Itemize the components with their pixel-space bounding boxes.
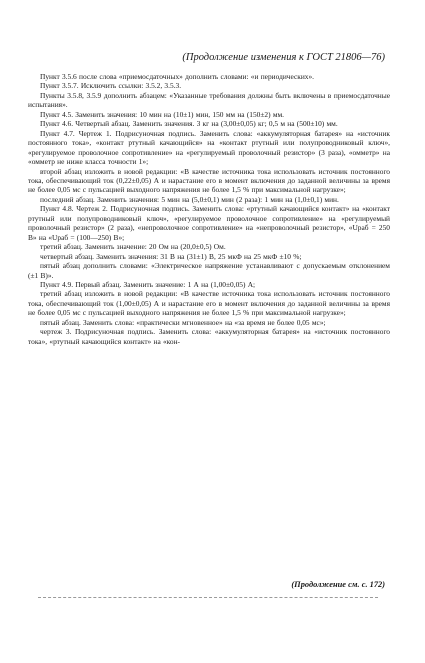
paragraph: Пункты 3.5.8, 3.5.9 дополнить абзацем: «Указанные требования должны быть включены в приемосдаточные испытания». [28, 90, 390, 110]
paragraph: Пункт 3.5.6 после слова «приемосдаточных» дополнить словами: «и периодических». [40, 72, 315, 81]
continuation-header: (Продолжение изменения к ГОСТ 21806—76) [182, 52, 385, 63]
paragraph: чертеж 3. Подрисуночная подпись. Заменить слова: «аккумуляторная батарея» на «источник постоянного тока», «ртутный качающийся контакт» на «кон- [28, 327, 390, 346]
paragraph: Пункт 4.9. Первый абзац. Заменить значение: 1 А на (1,00±0,05) А; [40, 279, 256, 289]
document-body [28, 72, 390, 346]
paragraph: Пункт 3.5.7. Исключить ссылки: 3.5.2, 3.5.3. [40, 81, 182, 91]
bottom-rule [38, 597, 378, 598]
paragraph: последний абзац. Заменить значения: 5 мин на (5,0±0,1) мин (2 раза): 1 мин на (1,0±0,1) мин. [40, 194, 339, 204]
paragraph: Пункт 4.7. Чертеж 1. Подрисуночная подпись. Заменить слова: «аккумуляторная батарея» на «источник постоянного тока», «контакт ртутный качающийся» на «контакт ртутный или полупроводниковый ключ», «регулируемое проволочное сопротивление» на «регулируемый проволочный резистор» (3 раза), «омметр» на «омметр не ниже класса точности 1»; [28, 128, 390, 167]
continuation-footer: (Продолжение см. с. 172) [291, 580, 385, 589]
paragraph: третий абзац. Заменить значение: 20 Ом на (20,0±0,5) Ом. [40, 242, 226, 252]
paragraph: второй абзац изложить в новой редакции: «В качестве источника тока использовать источник постоянного тока, обеспечивающий ток (0,22±0,05) А и нарастание его в момент включения до заданной величины за время не более 0,05 мс с пульсацией выходного напряжения не более 1,5 % при максимальной нагрузке»; [28, 166, 390, 195]
paragraph: Пункт 4.5. Заменить значения: 10 мин на (10±1) мин, 150 мм на (150±2) мм. [40, 109, 285, 119]
paragraph: четвертый абзац. Заменить значения: 31 В на (31±1) В, 25 мкФ на 25 мкФ ±10 %; [40, 251, 302, 261]
paragraph: пятый абзац дополнить словами: «Электрическое напряжение устанавливают с допускаемым отклонением (±1 В)». [28, 261, 390, 280]
paragraph: третий абзац изложить в новой редакции: «В качестве источника тока использовать источник постоянного тока, обеспечивающий ток (1,00±0,05) А и нарастание его в момент включения до заданной величины за время не более 0,05 мс с пульсацией выходного напряжения не более 1,5 % при максимальной нагрузке»; [28, 289, 390, 318]
paragraph: Пункт 4.8. Чертеж 2. Подрисуночная подпись. Заменить слова: «ртутный качающийся контакт» на «контакт ртутный или полупроводниковый ключ», «регулируемое проволочное сопротивление» на «регулируемый проволочный резистор» (2 раза), «непроволочное сопротивление» на «непроволочный резистор», «Uраб = 250 В» на «Uраб = (100—250) В»; [28, 204, 390, 242]
paragraph: пятый абзац. Заменить слова: «практически мгновенное» на «за время не более 0,05 мс»; [40, 317, 326, 327]
paragraph: Пункт 4.6. Четвертый абзац. Заменить значения. 3 кг на (3,00±0,05) кг; 0,5 м на (500±10) мм. [40, 119, 338, 129]
